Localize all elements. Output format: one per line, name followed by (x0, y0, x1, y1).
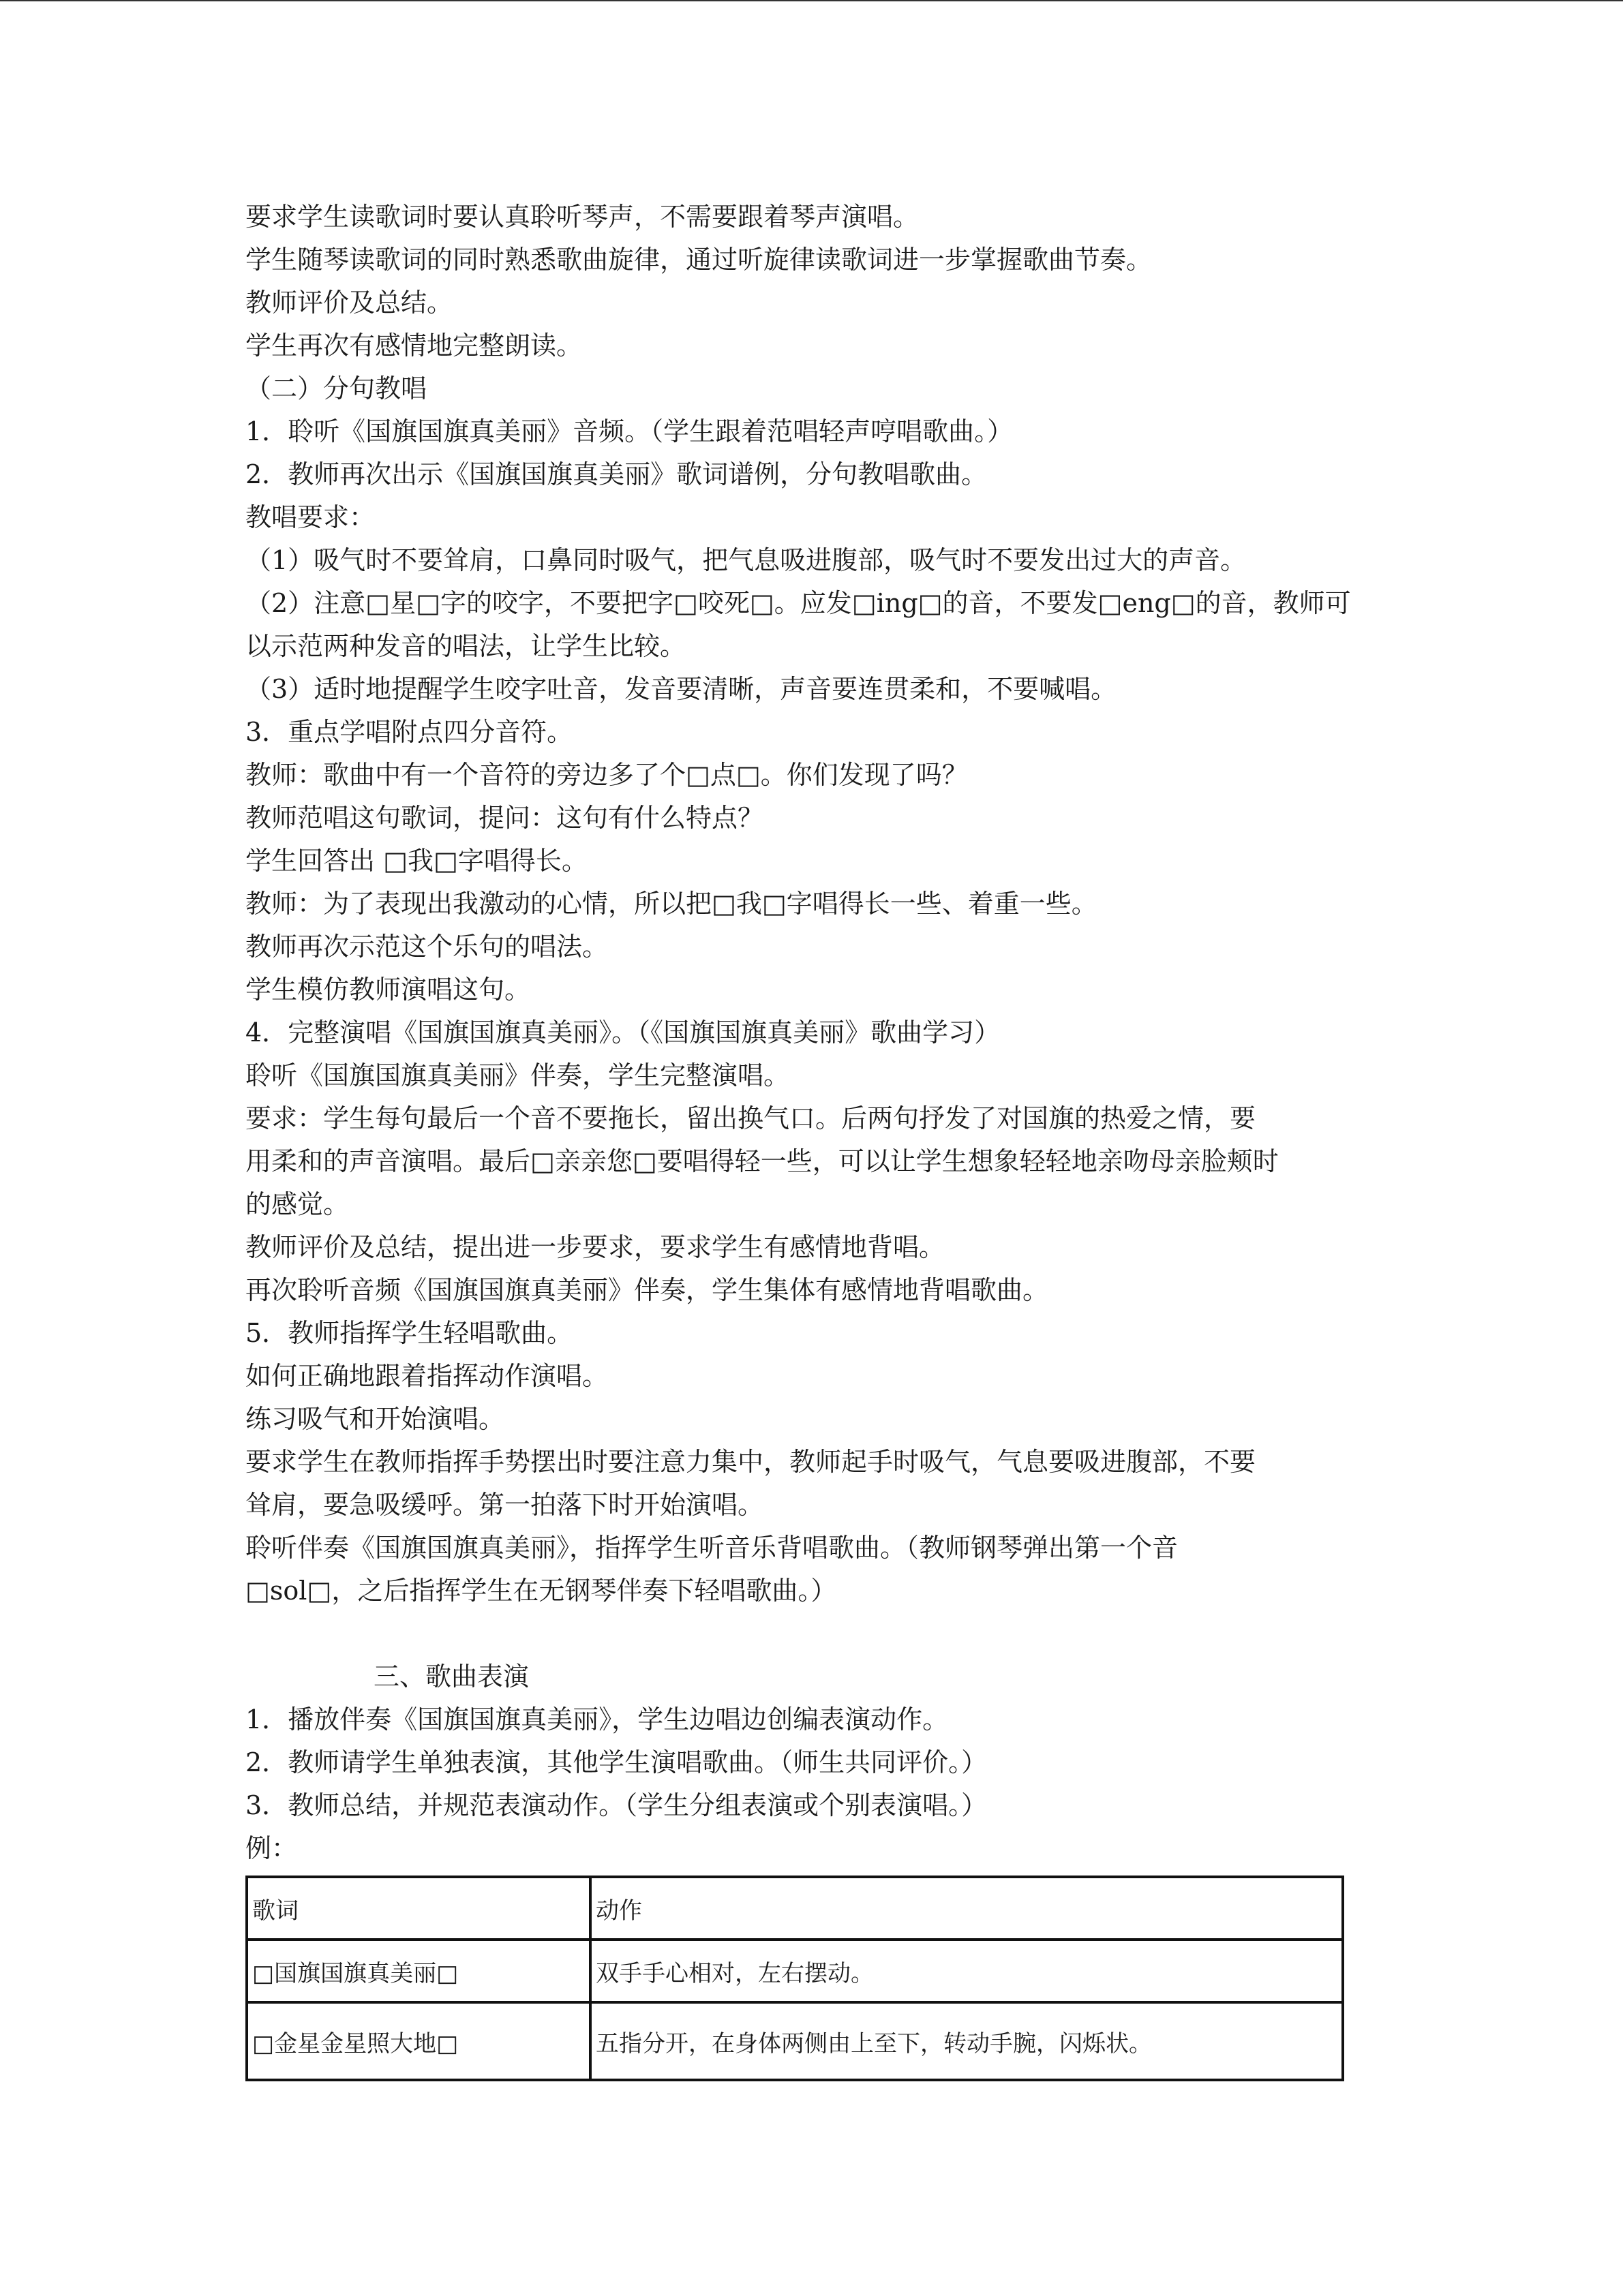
section-heading-3: 三、歌曲表演 (374, 1662, 530, 1692)
section-heading-2: （二）分句教唱 (245, 373, 427, 403)
table-cell-action: 双手手心相对，左右摆动。 (590, 1940, 1343, 2002)
paragraph: 1．播放伴奏《国旗国旗真美丽》，学生边唱边创编表演动作。 (245, 1704, 949, 1734)
paragraph: 再次聆听音频《国旗国旗真美丽》伴奏，学生集体有感情地背唱歌曲。 (245, 1275, 1049, 1305)
table-row (247, 2002, 1343, 2080)
paragraph: 3．重点学唱附点四分音符。 (245, 717, 573, 747)
document-body (245, 196, 1370, 2081)
paragraph: 学生回答出 □我□字唱得长。 (245, 846, 588, 876)
table-cell-lyric: □国旗国旗真美丽□ (247, 1940, 590, 2002)
paragraph: 教师再次示范这个乐句的唱法。 (245, 932, 609, 962)
paragraph: 2．教师再次出示《国旗国旗真美丽》歌词谱例，分句教唱歌曲。 (245, 459, 988, 489)
paragraph: 例： (245, 1833, 298, 1863)
paragraph: （2）注意□星□字的咬字，不要把字□咬死□。应发□ing□的音，不要发□eng□的音，教师可 (245, 588, 1351, 618)
paragraph: 聆听《国旗国旗真美丽》伴奏，学生完整演唱。 (245, 1060, 790, 1090)
paragraph: □sol□，之后指挥学生在无钢琴伴奏下轻唱歌曲。） (245, 1576, 837, 1606)
paragraph: 教师：歌曲中有一个音符的旁边多了个□点□。你们发现了吗？ (245, 760, 968, 790)
paragraph: （3）适时地提醒学生咬字吐音，发音要清晰，声音要连贯柔和，不要喊唱。 (245, 674, 1117, 704)
table-cell-lyric: □金星金星照大地□ (247, 2002, 590, 2080)
paragraph: 耸肩，要急吸缓呼。第一拍落下时开始演唱。 (245, 1490, 764, 1520)
paragraph: 要求：学生每句最后一个音不要拖长，留出换气口。后两句抒发了对国旗的热爱之情，要 (245, 1103, 1256, 1133)
paragraph: 用柔和的声音演唱。最后□亲亲您□要唱得轻一些，可以让学生想象轻轻地亲吻母亲脸颊时 (245, 1146, 1279, 1176)
paragraph: 学生再次有感情地完整朗读。 (245, 331, 583, 361)
lyrics-action-table (245, 1876, 1344, 2081)
paragraph: 学生随琴读歌词的同时熟悉歌曲旋律，通过听旋律读歌词进一步掌握歌曲节奏。 (245, 245, 1153, 275)
table-header-row (247, 1877, 1343, 1940)
paragraph: 教师：为了表现出我激动的心情，所以把□我□字唱得长一些、着重一些。 (245, 889, 1097, 919)
paragraph: 聆听伴奏《国旗国旗真美丽》，指挥学生听音乐背唱歌曲。（教师钢琴弹出第一个音 (245, 1533, 1179, 1563)
table-row (247, 1940, 1343, 2002)
paragraph: 要求学生读歌词时要认真聆听琴声，不需要跟着琴声演唱。 (245, 202, 920, 232)
table-header-cell: 歌词 (247, 1877, 590, 1940)
table-header-cell: 动作 (590, 1877, 1343, 1940)
paragraph: （1）吸气时不要耸肩，口鼻同时吸气，把气息吸进腹部，吸气时不要发出过大的声音。 (245, 545, 1247, 575)
blank-line (245, 1612, 1370, 1655)
paragraph: 教唱要求： (245, 502, 376, 532)
paragraph: 教师评价及总结，提出进一步要求，要求学生有感情地背唱。 (245, 1232, 945, 1262)
paragraph: 5．教师指挥学生轻唱歌曲。 (245, 1318, 573, 1348)
paragraph: 4．完整演唱《国旗国旗真美丽》。（《国旗国旗真美丽》歌曲学习） (245, 1017, 1001, 1047)
paragraph: 以示范两种发音的唱法，让学生比较。 (245, 631, 686, 661)
paragraph: 1．聆听《国旗国旗真美丽》音频。（学生跟着范唱轻声哼唱歌曲。） (245, 416, 1014, 446)
paragraph: 2．教师请学生单独表演，其他学生演唱歌曲。（师生共同评价。） (245, 1747, 988, 1777)
paragraph: 的感觉。 (245, 1189, 350, 1219)
paragraph: 要求学生在教师指挥手势摆出时要注意力集中，教师起手时吸气，气息要吸进腹部，不要 (245, 1447, 1256, 1477)
paragraph: 练习吸气和开始演唱。 (245, 1404, 505, 1434)
paragraph: 教师评价及总结。 (245, 288, 453, 318)
paragraph: 学生模仿教师演唱这句。 (245, 975, 531, 1005)
paragraph: 如何正确地跟着指挥动作演唱。 (245, 1361, 609, 1391)
table-cell-action: 五指分开，在身体两侧由上至下，转动手腕，闪烁状。 (590, 2002, 1343, 2080)
paragraph: 3．教师总结，并规范表演动作。（学生分组表演或个别表演唱。） (245, 1790, 988, 1820)
paragraph: 教师范唱这句歌词，提问：这句有什么特点？ (245, 803, 764, 833)
